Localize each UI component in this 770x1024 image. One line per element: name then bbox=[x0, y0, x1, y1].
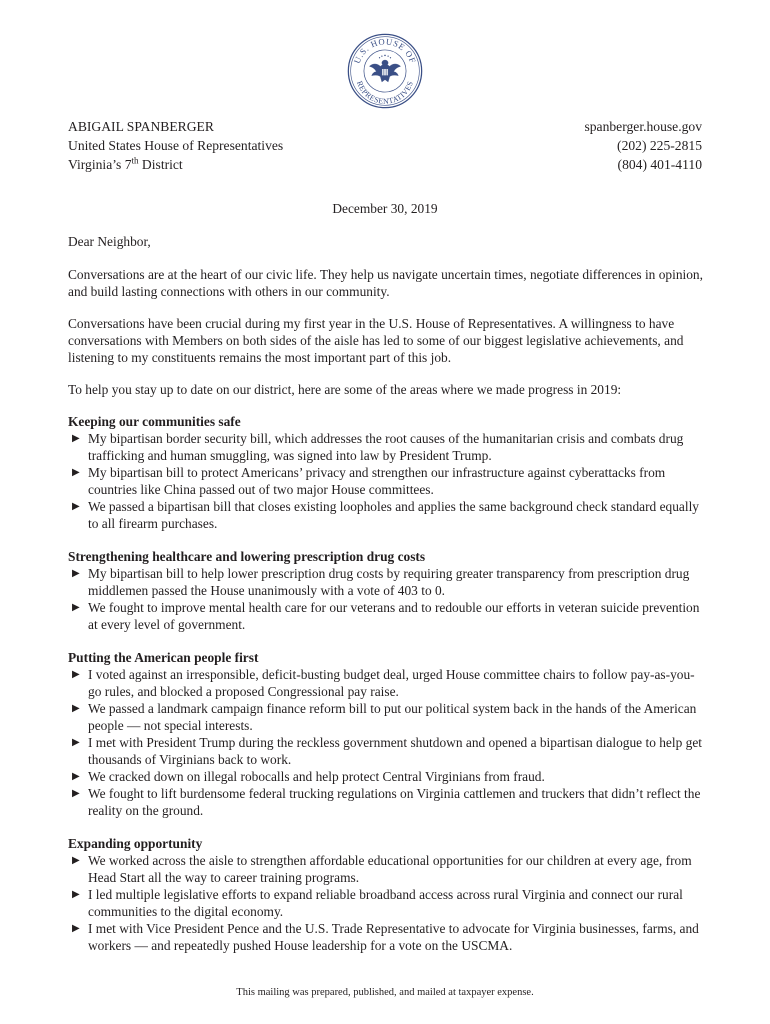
section-heading: Strengthening healthcare and lowering prescription drug costs bbox=[68, 549, 426, 564]
list-item: ▶ I met with Vice President Pence and the U.S. Trade Representative to advocate for Virginia businesses, farms, and workers — and repeatedly pushed House leadership for a vote on the USCMA. bbox=[72, 921, 699, 953]
bullet-triangle-icon: ▶ bbox=[72, 467, 80, 478]
section-heading: Expanding opportunity bbox=[68, 836, 203, 851]
bullet-triangle-icon: ▶ bbox=[72, 433, 80, 444]
list-item: ▶ We fought to improve mental health care for our veterans and to redouble our efforts in veteran suicide prevention at every level of government. bbox=[72, 600, 700, 632]
phone-district: (804) 401-4110 bbox=[617, 157, 702, 172]
letter-body bbox=[68, 233, 704, 970]
sender-block bbox=[68, 117, 283, 174]
footer-disclaimer: This mailing was prepared, published, and mailed at taxpayer expense. bbox=[236, 987, 534, 998]
list-item: ▶ I met with President Trump during the reckless government shutdown and opened a bipartisan dialogue to help get thousands of Virginians back to work. bbox=[72, 735, 702, 767]
bullet-list bbox=[68, 430, 704, 532]
body-paragraph: To help you stay up to date on our district, here are some of the areas where we made progress in 2019: bbox=[68, 382, 622, 397]
house-seal-logo bbox=[346, 32, 424, 110]
list-item: ▶ I voted against an irresponsible, deficit-busting budget deal, urged House committee chairs to follow pay-as-you-go rules, and blocked a proposed Congressional pay raise. bbox=[72, 667, 695, 699]
bullet-triangle-icon: ▶ bbox=[72, 703, 80, 714]
list-item: ▶ We passed a bipartisan bill that closes existing loopholes and applies the same background check standard equally to all firearm purchases. bbox=[72, 499, 699, 531]
contact-block bbox=[584, 117, 702, 174]
bullet-triangle-icon: ▶ bbox=[72, 889, 80, 900]
list-item: ▶ We cracked down on illegal robocalls and help protect Central Virginians from fraud. bbox=[72, 769, 545, 784]
letter-date: December 30, 2019 bbox=[332, 201, 438, 216]
section-heading: Putting the American people first bbox=[68, 650, 259, 665]
svg-text:REPRESENTATIVES: REPRESENTATIVES bbox=[355, 79, 415, 106]
phone-dc: (202) 225-2815 bbox=[617, 138, 702, 153]
list-item: ▶ We passed a landmark campaign finance reform bill to put our political system back in the hands of the American people — not special interests. bbox=[72, 701, 697, 733]
bullet-triangle-icon: ▶ bbox=[72, 923, 80, 934]
list-item: ▶ I led multiple legislative efforts to expand reliable broadband access across rural Virginia and connect our rural communities to the digital economy. bbox=[72, 887, 683, 919]
svg-text:U.S. HOUSE OF: U.S. HOUSE OF bbox=[351, 36, 419, 65]
list-item: ▶ We fought to lift burdensome federal trucking regulations on Virginia cattlemen and truckers that didn’t reflect the reality on the ground. bbox=[72, 786, 701, 818]
bullet-triangle-icon: ▶ bbox=[72, 788, 80, 799]
bullet-triangle-icon: ▶ bbox=[72, 669, 80, 680]
bullet-triangle-icon: ▶ bbox=[72, 771, 80, 782]
bullet-triangle-icon: ▶ bbox=[72, 855, 80, 866]
body-paragraph: Conversations are at the heart of our civic life. They help us navigate uncertain times, negotiate differences in opinion, and build lasting connections with others in our community. bbox=[68, 267, 703, 299]
bullet-list bbox=[68, 666, 704, 819]
bullet-list bbox=[68, 565, 704, 633]
sender-district: Virginia’s 7th District bbox=[68, 155, 183, 172]
list-item: ▶ My bipartisan bill to protect Americans’ privacy and strengthen our infrastructure against cyberattacks from countries like China passed out of two major House committees. bbox=[72, 465, 666, 497]
list-item: ▶ My bipartisan border security bill, which addresses the root causes of the humanitarian crisis and combats drug trafficking and human smuggling, was signed into law by President Trump. bbox=[72, 431, 684, 463]
bullet-list bbox=[68, 852, 704, 954]
section-heading: Keeping our communities safe bbox=[68, 414, 241, 429]
bullet-triangle-icon: ▶ bbox=[72, 501, 80, 512]
bullet-triangle-icon: ▶ bbox=[72, 602, 80, 613]
list-item: ▶ My bipartisan bill to help lower prescription drug costs by requiring greater transparency from prescription drug middlemen passed the House unanimously with a vote of 403 to 0. bbox=[72, 566, 690, 598]
list-item: ▶ We worked across the aisle to strengthen affordable educational opportunities for our children at every age, from Head Start all the way to career training programs. bbox=[72, 853, 692, 885]
bullet-triangle-icon: ▶ bbox=[72, 568, 80, 579]
bullet-triangle-icon: ▶ bbox=[72, 737, 80, 748]
website-link[interactable]: spanberger.house.gov bbox=[584, 119, 702, 134]
sender-office: United States House of Representatives bbox=[68, 138, 284, 153]
body-paragraph: Conversations have been crucial during my first year in the U.S. House of Representatives. A willingness to have conversations with Members on both sides of the aisle has led to some of our biggest legislative achievements, and listening to my constituents remains the most important part of this job. bbox=[68, 316, 684, 365]
greeting: Dear Neighbor, bbox=[68, 234, 151, 249]
sender-name: ABIGAIL SPANBERGER bbox=[68, 119, 214, 134]
